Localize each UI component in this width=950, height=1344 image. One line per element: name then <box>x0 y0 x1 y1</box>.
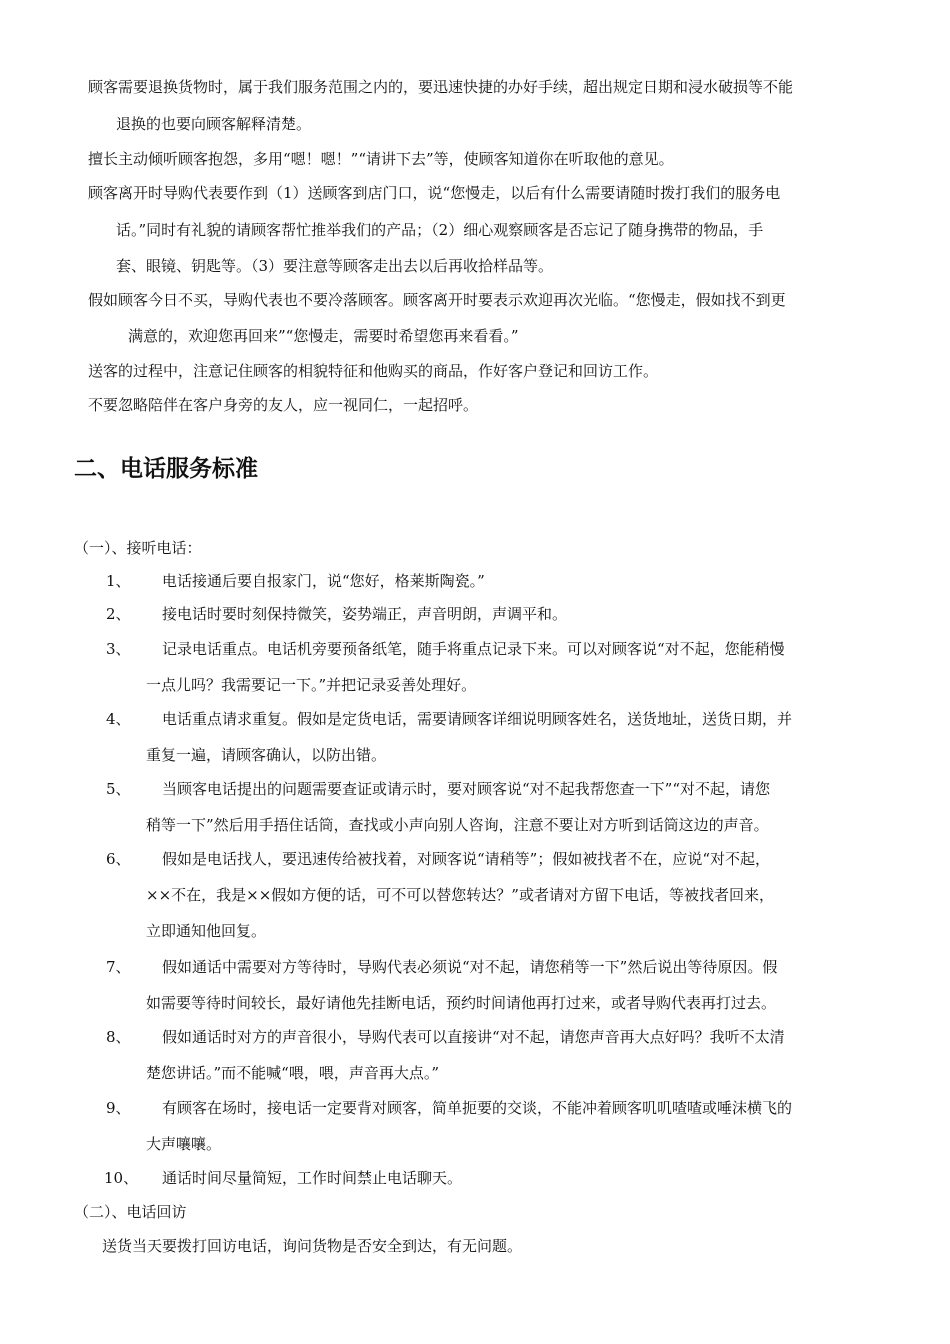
item-line: ××不在，我是××假如方便的话，可不可以替您转达？”或者请对方留下电话，等被找者回来， <box>146 886 774 904</box>
paragraph: 送货当天要拨打回访电话，询问货物是否安全到达，有无问题。 <box>102 1237 523 1255</box>
item-number: 1、 <box>106 572 131 590</box>
subsection-title: （二）、电话回访 <box>74 1203 187 1221</box>
item-line: 稍等一下”然后用手捂住话筒，查找或小声向别人咨询，注意不要让对方听到话筒这边的声音。 <box>146 816 769 834</box>
section-heading: 二、电话服务标准 <box>74 456 258 482</box>
item-line: 假如是电话找人，要迅速传给被找着，对顾客说“请稍等”；假如被找者不在，应说“对不起， <box>162 850 771 868</box>
item-line: 如需要等待时间较长，最好请他先挂断电话，预约时间请他再打过来，或者导购代表再打过去。 <box>146 994 777 1012</box>
intro-line: 顾客离开时导购代表要作到（1）送顾客到店门口，说“您慢走，以后有什么需要请随时拨打我们的服务电 <box>88 184 781 202</box>
item-line: 一点儿吗？我需要记一下。”并把记录妥善处理好。 <box>146 676 477 694</box>
item-number: 6、 <box>106 850 131 868</box>
intro-line: 擅长主动倾听顾客抱怨，多用“嗯！嗯！”“请讲下去”等，使顾客知道你在听取他的意见。 <box>88 150 674 168</box>
item-line: 电话重点请求重复。假如是定货电话，需要请顾客详细说明顾客姓名，送货地址，送货日期，并 <box>162 710 793 728</box>
item-line: 当顾客电话提出的问题需要查证或请示时，要对顾客说“对不起我帮您查一下”“对不起，请您 <box>162 780 771 798</box>
item-number: 7、 <box>106 958 131 976</box>
item-line: 假如通话时对方的声音很小，导购代表可以直接讲“对不起，请您声音再大点好吗？我听不太清 <box>162 1028 785 1046</box>
intro-line: 假如顾客今日不买，导购代表也不要冷落顾客。顾客离开时要表示欢迎再次光临。“您慢走，假如找不到更 <box>88 291 786 309</box>
item-number: 4、 <box>106 710 131 728</box>
item-line: 假如通话中需要对方等待时，导购代表必须说“对不起，请您稍等一下”然后说出等待原因。假 <box>162 958 778 976</box>
item-number: 2、 <box>106 605 131 623</box>
intro-line: 送客的过程中，注意记住顾客的相貌特征和他购买的商品，作好客户登记和回访工作。 <box>88 362 659 380</box>
intro-line: 不要忽略陪伴在客户身旁的友人，应一视同仁，一起招呼。 <box>88 396 479 414</box>
item-number: 5、 <box>106 780 131 798</box>
intro-line: 顾客需要退换货物时，属于我们服务范围之内的，要迅速快捷的办好手续，超出规定日期和浸水破损等不能 <box>88 78 794 96</box>
item-number: 10、 <box>104 1169 139 1187</box>
item-number: 9、 <box>106 1099 131 1117</box>
intro-line: 话。”同时有礼貌的请顾客帮忙推举我们的产品；（2）细心观察顾客是否忘记了随身携带的物品，手 <box>116 221 764 239</box>
subsection-title: （一）、接听电话： <box>74 539 202 557</box>
item-number: 8、 <box>106 1028 131 1046</box>
item-line: 接电话时要时刻保持微笑，姿势端正，声音明朗，声调平和。 <box>162 605 568 623</box>
intro-line: 退换的也要向顾客解释清楚。 <box>116 115 312 133</box>
item-number: 3、 <box>106 640 131 658</box>
item-line: 楚您讲话。”而不能喊“喂，喂，声音再大点。” <box>146 1064 440 1082</box>
intro-line: 满意的，欢迎您再回来”“您慢走，需要时希望您再来看看。” <box>128 327 519 345</box>
item-line: 有顾客在场时，接电话一定要背对顾客，简单扼要的交谈，不能冲着顾客叽叽喳喳或唾沫横飞的 <box>162 1099 793 1117</box>
item-line: 通话时间尽量简短，工作时间禁止电话聊天。 <box>162 1169 463 1187</box>
item-line: 电话接通后要自报家门，说“您好，格莱斯陶瓷。” <box>162 572 485 590</box>
item-line: 重复一遍，请顾客确认，以防出错。 <box>146 746 387 764</box>
item-line: 记录电话重点。电话机旁要预备纸笔，随手将重点记录下来。可以对顾客说“对不起，您能稍慢 <box>162 640 785 658</box>
item-line: 立即通知他回复。 <box>146 922 267 940</box>
intro-line: 套、眼镜、钥匙等。（3）要注意等顾客走出去以后再收拾样品等。 <box>116 257 554 275</box>
item-line: 大声嚷嚷。 <box>146 1135 222 1153</box>
